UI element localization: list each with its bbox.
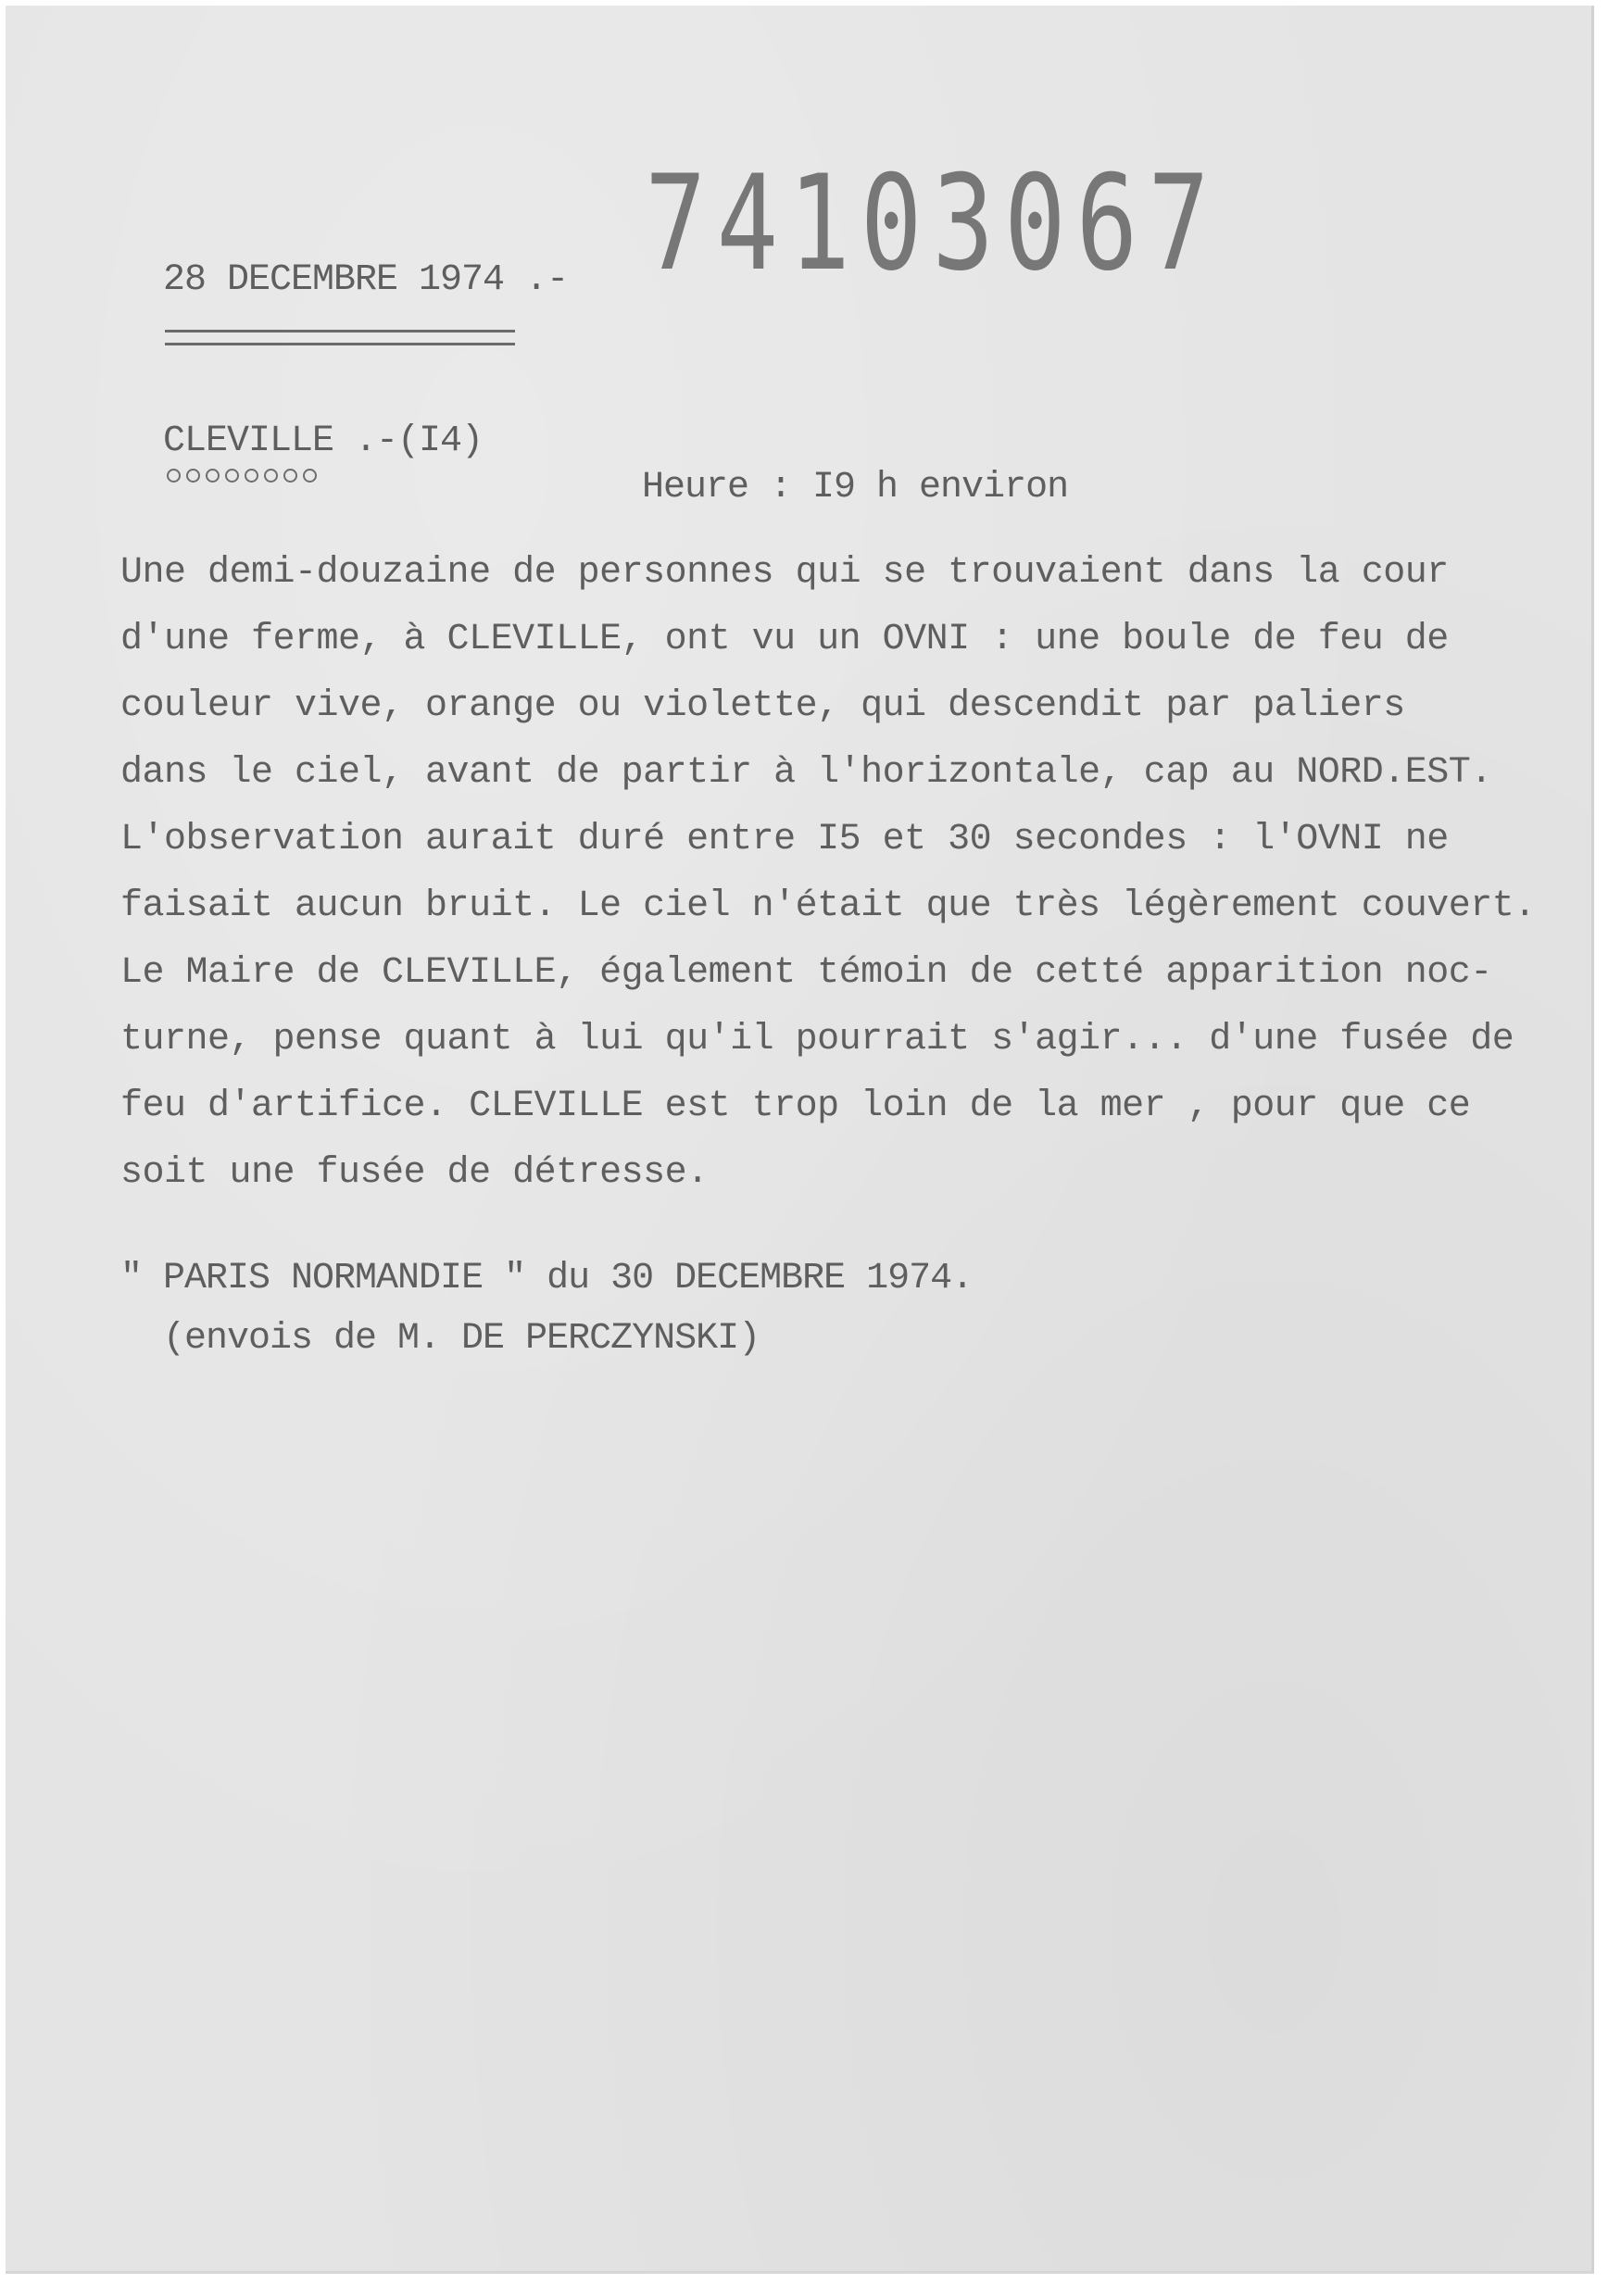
body-line: feu d'artifice. CLEVILLE est trop loin de la mer , pour que ce [120,1085,1471,1127]
body-line: Le Maire de CLEVILLE, également témoin de cetté apparition noc- [120,952,1492,994]
body-line: turne, pense quant à lui qu'il pourrait s'agir... d'une fusée de [120,1019,1514,1060]
observation-time: Heure : I9 h environ [642,467,1069,508]
body-line: Une demi-douzaine de personnes qui se trouvaient dans la cour [120,552,1449,594]
location-underline-circles [167,469,317,483]
sender-credit: (envois de M. DE PERCZYNSKI) [163,1318,760,1360]
body-line: faisait aucun bruit. Le ciel n'était que très légèrement couvert. [120,885,1536,927]
body-line: dans le ciel, avant de partir à l'horizontale, cap au NORD.EST. [120,752,1492,794]
location-heading: CLEVILLE .-(I4) [163,420,484,462]
body-line: couleur vive, orange ou violette, qui descendit par paliers [120,685,1405,727]
date-double-underline [165,330,515,345]
body-line: d'une ferme, à CLEVILLE, ont vu un OVNI : une boule de feu de [120,619,1449,660]
document-date: 28 DECEMBRE 1974 .- [163,259,569,301]
report-body [120,550,1565,1217]
document-page [6,6,1594,2274]
body-line: soit une fusée de détresse. [120,1152,709,1194]
archive-stamp-number: 74103067 [645,147,1220,300]
newspaper-source: " PARIS NORMANDIE " du 30 DECEMBRE 1974. [120,1258,974,1299]
body-line: L'observation aurait duré entre I5 et 30 secondes : l'OVNI ne [120,819,1449,860]
